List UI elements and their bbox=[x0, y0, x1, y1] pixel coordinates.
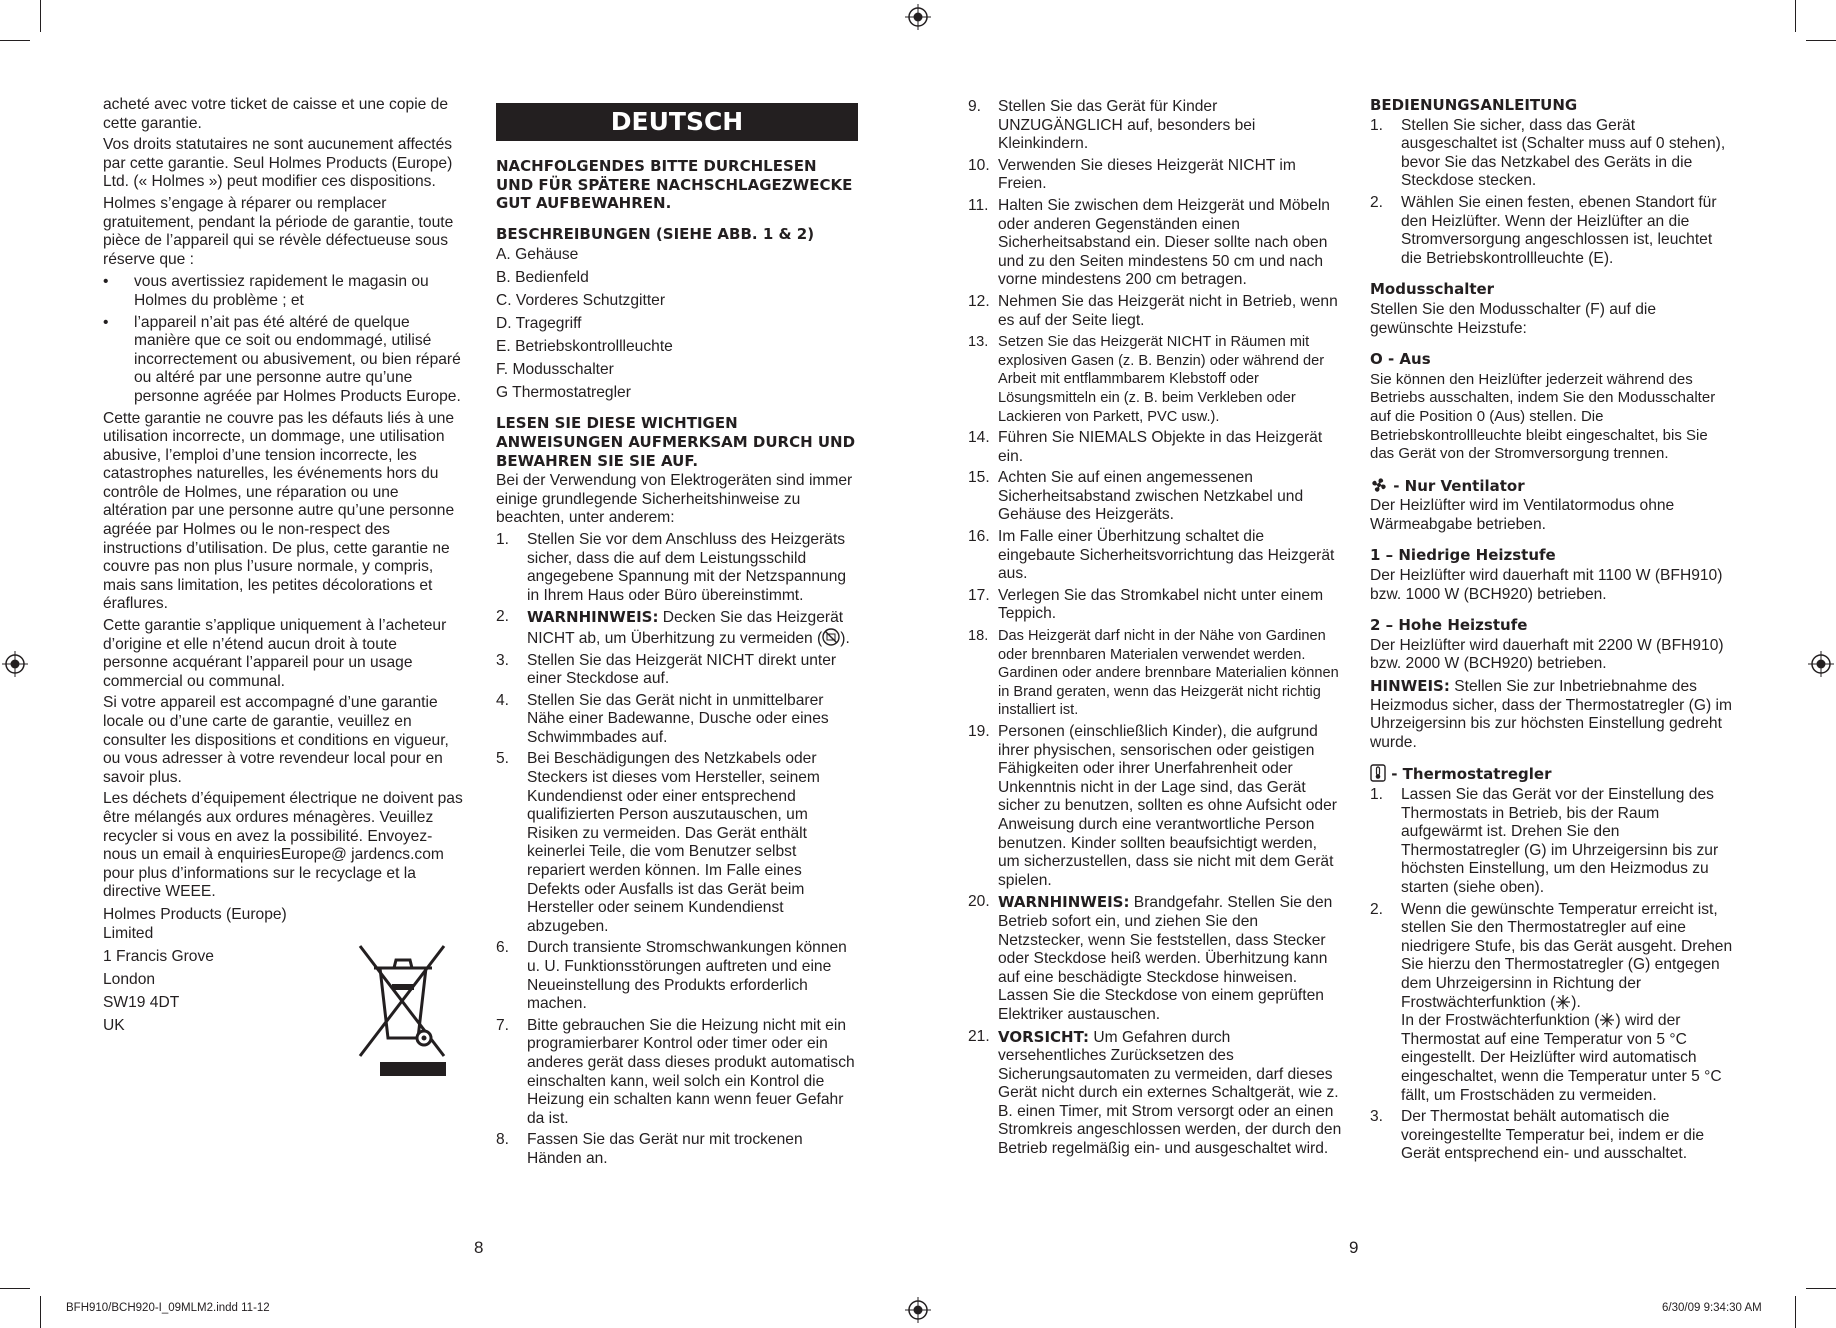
list-item: 16. Im Falle einer Überhitzung schaltet die eingebaute Sicherheitsvorrichtung das Heizgerät aus. bbox=[968, 528, 1335, 583]
footer-filename: BFH910/BCH920-I_09MLM2.indd 11-12 bbox=[66, 1302, 270, 1314]
paragraph: Sie können den Heizlüfter jederzeit während des Betriebs ausschalten, indem Sie den Modusschalter auf die Position 0 (Aus) stellen. Die Betriebskontrollleuchte bleibt eingeschaltet, bis Sie das Gerät von der Stromversorgung trennen. bbox=[1370, 370, 1716, 463]
list-item: 15. Achten Sie auf einen angemessenen Sicherheitsabstand zwischen Netzkabel und Gehäuse des Heizgeräts. bbox=[968, 469, 1304, 524]
list-item: B. Bedienfeld bbox=[496, 269, 589, 287]
section-heading: LESEN SIE DIESE WICHTIGEN ANWEISUNGEN AUFMERKSAM DURCH UND BEWAHREN SIE SIE AUF. bbox=[496, 414, 856, 470]
paragraph: acheté avec votre ticket de caisse et une copie de cette garantie. bbox=[103, 96, 449, 132]
list-item: 1. Stellen Sie sicher, dass das Gerät ausgeschaltet ist (Schalter muss auf 0 stehen), bevor Sie das Netzkabel des Geräts in die Steckdose stecken. bbox=[1370, 116, 1726, 190]
list-item: 3. Stellen Sie das Heizgerät NICHT direkt unter einer Steckdose auf. bbox=[496, 651, 837, 688]
warranty-column bbox=[103, 96, 465, 1039]
page-number: 9 bbox=[1349, 1238, 1359, 1257]
crop-mark bbox=[40, 0, 41, 32]
section-heading: Modusschalter bbox=[1370, 280, 1495, 299]
address-line: Holmes Products (Europe) Limited bbox=[103, 905, 287, 942]
registration-mark-icon bbox=[1808, 651, 1834, 677]
address-line: 1 Francis Grove bbox=[103, 947, 214, 965]
paragraph: Der Heizlüfter wird dauerhaft mit 2200 W (BFH910) bzw. 2000 W (BCH920) betrieben. bbox=[1370, 636, 1724, 673]
paragraph: Les déchets d’équipement électrique ne doivent pas être mélangés aux ordures ménagères. Veuillez recycler si vous en avez la possibilité. Envoyez-nous un email à enquiriesEurope@ jardencs.com pour plus d’informations sur le recyclage et la directive WEEE. bbox=[103, 790, 463, 901]
paragraph: Der Heizlüfter wird im Ventilatormodus ohne Wärmeabgabe betrieben. bbox=[1370, 497, 1675, 533]
list-item: 6. Durch transiente Stromschwankungen können u. U. Funktionsstörungen auftreten und eine Neueinstellung des Produkts erforderlich machen. bbox=[496, 939, 847, 1013]
page-number: 8 bbox=[474, 1238, 484, 1257]
crop-mark bbox=[0, 40, 30, 41]
list-item: 5. Bei Beschädigungen des Netzkabels oder Steckers ist dieses vom Hersteller, seinem Kundendienst oder einer entsprechend qualifizierten Person auszutauschen, um Risiken zu vermeiden. Das Gerät enthält keinerlei Teile, die vom Benutzer selbst repariert werden können. Im Falle eines Defekts oder Ausfalls ist das Gerät beim Hersteller oder seinem Kundendienst abzugeben. bbox=[496, 750, 820, 935]
list-item: 4. Stellen Sie das Gerät nicht in unmittelbarer Nähe einer Badewanne, Dusche oder eines Schwimmbades auf. bbox=[496, 691, 829, 746]
paragraph: Stellen Sie den Modusschalter (F) auf die gewünschte Heizstufe: bbox=[1370, 300, 1657, 337]
crop-mark bbox=[0, 1288, 30, 1289]
safety-list bbox=[968, 98, 1342, 1159]
registration-mark-icon bbox=[905, 4, 931, 30]
address-line: SW19 4DT bbox=[103, 993, 180, 1011]
list-item: 12. Nehmen Sie das Heizgerät nicht in Betrieb, wenn es auf der Seite liegt. bbox=[968, 292, 1338, 329]
operating-instructions-column bbox=[1370, 96, 1734, 1167]
section-heading: BESCHREIBUNGEN (SIEHE ABB. 1 & 2) bbox=[496, 224, 815, 243]
list-item: 17. Verlegen Sie das Stromkabel nicht unter einem Teppich. bbox=[968, 586, 1324, 623]
section-heading: O - Aus bbox=[1370, 350, 1431, 369]
section-heading: 1 – Niedrige Heizstufe bbox=[1370, 546, 1556, 565]
conditions-list bbox=[103, 273, 465, 406]
bullet-icon: • bbox=[103, 313, 109, 331]
list-item: A. Gehäuse bbox=[496, 246, 579, 264]
paragraph: Si votre appareil est accompagné d’une garantie locale ou d’une carte de garantie, veuillez en consulter les dispositions et conditions en vigueur, ou vous adresser à votre revendeur local pour en savoir plus. bbox=[103, 694, 449, 786]
registration-mark-icon bbox=[905, 1297, 931, 1323]
thermostat-icon bbox=[1370, 764, 1386, 782]
registration-mark-icon bbox=[2, 651, 28, 677]
list-item: 7. Bitte gebrauchen Sie die Heizung nicht mit ein programierbarer Kontrol oder timer oder ein anderes gerät dass dieses produkt automatisch einschalten kann, weil solch ein Kontrol die Heizung ein schalten kann wenn feuer Gefahr da ist. bbox=[496, 1016, 855, 1127]
fan-icon bbox=[1370, 476, 1388, 494]
list-item: • l’appareil n’ait pas été altéré de quelque manière que ce soit ou endommagé, utilisé incorrectement ou abusivement, ou bien réparé ou altéré par une personne autre qu’une personne agréée par Holmes Products Europe. bbox=[103, 313, 461, 405]
list-item: 8. Fassen Sie das Gerät nur mit trockenen Händen an. bbox=[496, 1131, 803, 1167]
list-item: D. Tragegriff bbox=[496, 315, 582, 333]
safety-list bbox=[496, 531, 858, 1169]
instructions-list bbox=[1370, 117, 1734, 269]
list-item: 10. Verwenden Sie dieses Heizgerät NICHT im Freien. bbox=[968, 156, 1296, 193]
crop-mark bbox=[1795, 0, 1796, 32]
list-item: 13. Setzen Sie das Heizgerät NICHT in Räumen mit explosiven Gasen (z. B. Benzin) oder während der Arbeit mit entflammbarem Klebstoff oder Lösungsmitteln ein (z. B. beim Verkleben oder Lackieren von Parkett, PVC usw.). bbox=[968, 334, 1325, 425]
frost-icon bbox=[1599, 1012, 1615, 1028]
list-item: G Thermostatregler bbox=[496, 384, 631, 402]
paragraph: Der Heizlüfter wird dauerhaft mit 1100 W (BFH910) bzw. 1000 W (BCH920) betrieben. bbox=[1370, 567, 1723, 603]
list-item: 2. WARNHINWEIS: Decken Sie das Heizgerät NICHT ab, um Überhitzung zu vermeiden ( ). bbox=[496, 608, 850, 647]
footer-timestamp: 6/30/09 9:34:30 AM bbox=[1662, 1302, 1762, 1314]
note-paragraph: HINWEIS: Stellen Sie zur Inbetriebnahme des Heizmodus sicher, dass der Thermostatregler (G) im Uhrzeigersinn bis zur höchsten Einstellung gedreht wurde. bbox=[1370, 677, 1732, 751]
list-item: 19. Personen (einschließlich Kinder), die aufgrund ihrer physischen, sensorischen oder geistigen Fähigkeiten oder ihrer Unerfahrenheit oder Unkenntnis nicht in der Lage sind, das Gerät sicher zu benutzen, sollten es ohne Aufsicht oder Anweisung durch eine verantwortliche Person benutzen. Kinder sollten beaufsichtigt werden, um sicherzustellen, dass sie nicht mit dem Gerät spielen. bbox=[968, 723, 1337, 889]
list-item: 9. Stellen Sie das Gerät für Kinder UNZUGÄNGLICH auf, besonders bei Kleinkindern. bbox=[968, 98, 1256, 153]
section-heading: - Nur Ventilator bbox=[1370, 476, 1734, 496]
list-item: C. Vorderes Schutzgitter bbox=[496, 292, 666, 310]
paragraph: Bei der Verwendung von Elektrogeräten sind immer einige grundlegende Sicherheitshinweise zu beachten, unter anderem: bbox=[496, 472, 853, 527]
list-item: 21. VORSICHT: Um Gefahren durch versehentliches Zurücksetzen des Sicherungsautomaten zu vermeiden, darf dieses Gerät nicht durch ein externes Schaltgerät, wie z. B. einen Timer, mit Strom versorgt oder an einen Stromkreis angeschlossen werden, der durch den Betrieb regelmäßig ein- und ausgeschaltet wird. bbox=[968, 1027, 1342, 1158]
list-item: 3. Der Thermostat behält automatisch die voreingestellte Temperatur bei, indem er die Gerät entsprechend ein- und ausschaltet. bbox=[1370, 1108, 1705, 1163]
section-heading: 2 – Hohe Heizstufe bbox=[1370, 616, 1528, 635]
safety-column-left bbox=[496, 96, 858, 1172]
frost-icon bbox=[1555, 994, 1571, 1010]
paragraph: Cette garantie ne couvre pas les défauts liés à une utilisation incorrecte, un dommage, une utilisation abusive, l’emploi d’une tension incorrecte, les catastrophes naturelles, les événements hors du contrôle de Holmes, une réparation ou une altération par une personne autre qu’une personne agréée par Holmes ou le non-respect des instructions d’utilisation. De plus, cette garantie ne couvre pas non plus l’usure normale, y compris, mais sans limitation, les petites décolorations et éraflures. bbox=[103, 409, 455, 613]
list-item: 2. Wählen Sie einen festen, ebenen Standort für den Heizlüfter. Wenn der Heizlüfter an die Stromversorgung angeschlossen ist, leuchtet die Betriebskontrollleuchte (E). bbox=[1370, 193, 1717, 267]
list-item: 1. Lassen Sie das Gerät vor der Einstellung des Thermostats in Betrieb, bis der Raum aufgewärmt ist. Drehen Sie den Thermostatregler (G) im Uhrzeigersinn bis zur höchsten Einstellung, um den Heizmodus zu starten (siehe oben). bbox=[1370, 786, 1719, 896]
paragraph: Cette garantie s’applique uniquement à l’acheteur d’origine et elle n’étend aucun droit à toute personne acquérant l’appareil pour un usage commercial ou communal. bbox=[103, 617, 447, 690]
list-item: 20. WARNHINWEIS: Brandgefahr. Stellen Sie den Betrieb sofort ein, und ziehen Sie den Netzstecker, wenn Sie feststellen, dass Stecker oder Steckdose heiß werden. Überhitzung kann auf eine beschädigte Steckdose hinweisen. Lassen Sie die Steckdose von einem geprüften Elektriker austauschen. bbox=[968, 893, 1333, 1023]
paragraph: Vos droits statutaires ne sont aucunement affectés par cette garantie. Seul Holmes Products (Europe) Ltd. (« Holmes ») peut modifier ces dispositions. bbox=[103, 136, 453, 191]
section-heading: BEDIENUNGSANLEITUNG bbox=[1370, 96, 1578, 114]
crop-mark bbox=[1806, 40, 1836, 41]
list-item: 14. Führen Sie NIEMALS Objekte in das Heizgerät ein. bbox=[968, 429, 1323, 465]
company-address bbox=[103, 905, 308, 1035]
language-banner: DEUTSCH bbox=[496, 103, 858, 141]
parts-list bbox=[496, 245, 858, 402]
bullet-icon: • bbox=[103, 273, 109, 291]
list-item: F. Modusschalter bbox=[496, 361, 614, 379]
safety-column-right bbox=[968, 98, 1342, 1162]
weee-bin-icon bbox=[358, 938, 446, 1076]
list-item: 1. Stellen Sie vor dem Anschluss des Heizgeräts sicher, dass die auf dem Leistungsschild angegebene Spannung mit der Netzspannung in Ihrem Haus oder Büro übereinstimmt. bbox=[496, 530, 847, 604]
section-heading: - Thermostatregler bbox=[1370, 764, 1734, 784]
crop-mark bbox=[1795, 1296, 1796, 1328]
list-item: 11. Halten Sie zwischen dem Heizgerät und Möbeln oder anderen Gegenständen einen Sicherheitsabstand ein. Dieser sollte nach oben und zu den Seiten mindestens 50 cm und nach vorne mindestens 200 cm betragen. bbox=[968, 196, 1330, 289]
address-line: UK bbox=[103, 1016, 125, 1034]
list-item: • vous avertissiez rapidement le magasin ou Holmes du problème ; et bbox=[103, 273, 429, 309]
list-item: E. Betriebskontrollleuchte bbox=[496, 338, 673, 356]
section-heading: NACHFOLGENDES BITTE DURCHLESEN UND FÜR SPÄTERE NACHSCHLAGEZWECKE GUT AUFBEWAHREN. bbox=[496, 157, 853, 213]
crop-mark bbox=[1806, 1288, 1836, 1289]
list-item: 18. Das Heizgerät darf nicht in der Nähe von Gardinen oder brennbaren Materialen verwendet werden. Gardinen oder andere brennbare Materialien können in Brand geraten, wenn das Heizgerät nicht richtig installiert ist. bbox=[968, 628, 1339, 719]
paragraph: Holmes s’engage à réparer ou remplacer gratuitement, pendant la période de garantie, toute pièce de l’appareil qui se révèle défectueuse sous réserve que : bbox=[103, 194, 454, 268]
list-item: 2. Wenn die gewünschte Temperatur erreicht ist, stellen Sie den Thermostatregler auf eine niedrigere Stufe, bis das Gerät ausgeht. Drehen Sie hierzu den Thermostatregler (G) entgegen dem Uhrzeigersinn in Richtung der Frostwächterfunktion ( ). In der Frostwächterfunktion ( ) wird der Thermostat auf eine Temperatur von 5 °C eingestellt. Der Heizlüfter wird automatisch eingeschaltet, wenn die Temperatur unter 5 °C fällt, um Frostschäden zu vermeiden. bbox=[1370, 900, 1733, 1104]
address-line: London bbox=[103, 970, 156, 988]
crop-mark bbox=[40, 1296, 41, 1328]
thermostat-steps-list bbox=[1370, 786, 1734, 1164]
do-not-cover-icon bbox=[822, 628, 840, 646]
